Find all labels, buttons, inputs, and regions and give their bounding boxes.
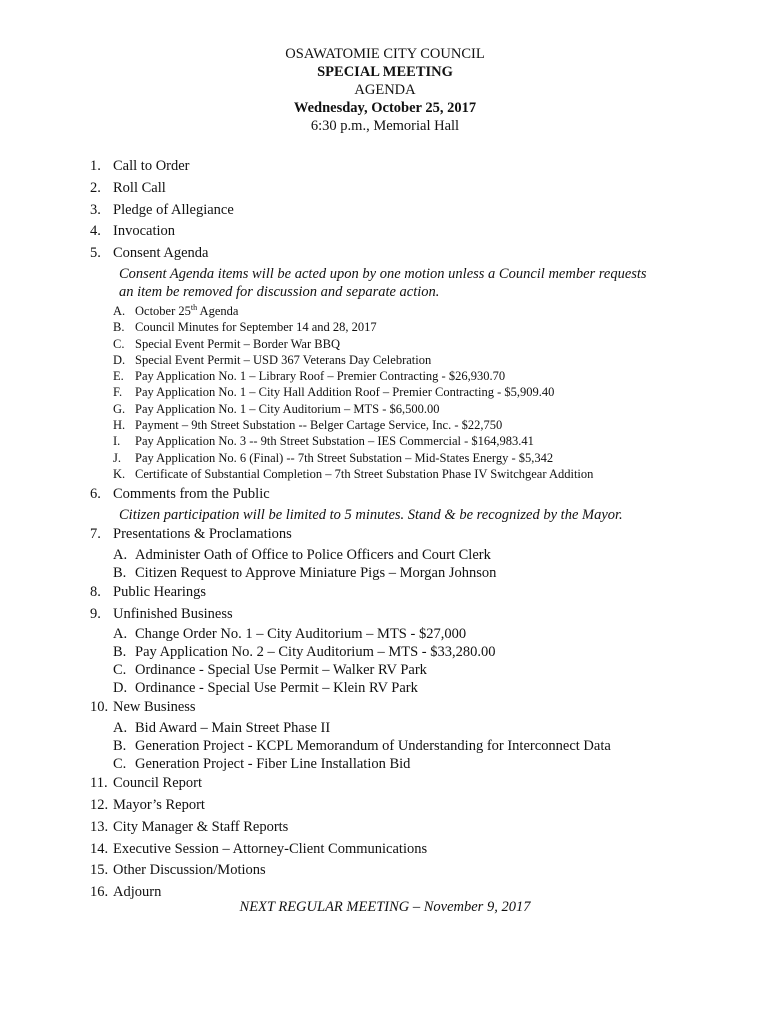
sub-item <box>113 368 750 384</box>
sub-item-text: Pay Application No. 2 – City Auditorium – MTS - $33,280.00 <box>135 644 496 661</box>
sub-item-letter: G. <box>113 401 126 416</box>
sub-item <box>113 564 750 582</box>
agenda-item-label: Call to Order <box>113 158 190 174</box>
sub-item-letter: D. <box>113 352 126 367</box>
city-council-name: OSAWATOMIE CITY COUNCIL <box>285 46 485 62</box>
sub-item <box>113 661 750 679</box>
sub-item-text: Pay Application No. 6 (Final) -- 7th Street Substation – Mid-States Energy - $5,342 <box>135 450 554 465</box>
sub-item <box>113 450 750 466</box>
agenda-item-label: New Business <box>113 699 196 716</box>
sub-item-letter: C. <box>113 662 127 679</box>
consent-agenda-note-line: an item be removed for discussion and separate action. <box>119 283 440 300</box>
consent-agenda-note-line: Consent Agenda items will be acted upon by one motion unless a Council member requests <box>119 265 647 282</box>
agenda-item <box>90 200 750 222</box>
agenda-item-label: Council Report <box>113 775 203 792</box>
sub-item-text: Special Event Permit – USD 367 Veterans Day Celebration <box>135 352 432 367</box>
agenda-item-number: 5. <box>90 245 101 262</box>
sub-item <box>113 719 750 737</box>
sub-item-text: Special Event Permit – Border War BBQ <box>135 336 340 351</box>
agenda-item-number: 14. <box>90 840 109 857</box>
presentations-subitems <box>90 546 750 582</box>
next-meeting-note: NEXT REGULAR MEETING – November 9, 2017 <box>239 899 531 915</box>
sub-item <box>113 417 750 433</box>
agenda-item-number: 2. <box>90 179 101 196</box>
sub-item-letter: B. <box>113 564 127 581</box>
consent-agenda-subitems <box>90 303 750 482</box>
sub-item-letter: H. <box>113 418 126 433</box>
sub-item-text-part: Agenda <box>197 303 239 318</box>
sub-item-text: Pay Application No. 1 – Library Roof – Premier Contracting - $26,930.70 <box>135 369 506 384</box>
sub-item <box>113 352 750 368</box>
ordinal-suffix: th <box>190 302 198 312</box>
agenda-item-number: 9. <box>90 605 101 622</box>
sub-item-letter: F. <box>113 385 123 400</box>
sub-item-text: Generation Project - KCPL Memorandum of Understanding for Interconnect Data <box>135 738 611 755</box>
agenda-item-number: 13. <box>90 818 109 835</box>
sub-item-text: Generation Project - Fiber Line Installation Bid <box>135 756 411 773</box>
sub-item-letter: A. <box>113 303 126 318</box>
sub-item-text: Pay Application No. 1 – City Hall Addition Roof – Premier Contracting - $5,909.40 <box>135 385 555 400</box>
agenda-item-number: 15. <box>90 862 109 879</box>
agenda-item-number: 1. <box>90 158 101 174</box>
sub-item-text-part: October 25 <box>135 303 191 318</box>
new-business-subitems <box>90 719 750 773</box>
agenda-header <box>0 45 770 135</box>
meeting-time-place: 6:30 p.m., Memorial Hall <box>310 118 460 134</box>
sub-item-letter: A. <box>113 626 128 643</box>
sub-item-letter: B. <box>113 644 127 661</box>
sub-item-letter: A. <box>113 720 128 737</box>
sub-item <box>113 679 750 697</box>
meeting-date: Wednesday, October 25, 2017 <box>293 100 477 116</box>
agenda-item <box>90 156 750 178</box>
agenda-item <box>90 243 750 265</box>
agenda-list <box>90 156 750 904</box>
agenda-item-number: 3. <box>90 201 101 218</box>
agenda-item <box>90 697 750 719</box>
sub-item-letter: I. <box>113 434 121 449</box>
sub-item-text: Certificate of Substantial Completion – 7th Street Substation Phase IV Switchgear Addition <box>135 466 594 481</box>
sub-item <box>113 384 750 400</box>
agenda-item-label: Pledge of Allegiance <box>113 201 234 218</box>
unfinished-business-subitems <box>90 625 750 697</box>
sub-item-text: Bid Award – Main Street Phase II <box>135 720 331 737</box>
sub-item-letter: E. <box>113 369 124 384</box>
agenda-item <box>90 484 750 506</box>
sub-item <box>113 336 750 352</box>
agenda-item-number: 7. <box>90 526 101 543</box>
sub-item-letter: B. <box>113 738 127 755</box>
agenda-item-label: Executive Session – Attorney-Client Communications <box>113 840 428 857</box>
agenda-item-label: Public Hearings <box>113 583 207 600</box>
agenda-item-number: 4. <box>90 223 101 240</box>
sub-item-text: Pay Application No. 3 -- 9th Street Substation – IES Commercial - $164,983.41 <box>135 434 534 449</box>
sub-item-letter: C. <box>113 336 125 351</box>
sub-item-letter: C. <box>113 756 127 773</box>
agenda-item-label: Consent Agenda <box>113 245 209 262</box>
sub-item-letter: J. <box>113 450 121 465</box>
agenda-item-label: Presentations & Proclamations <box>113 526 292 543</box>
sub-item <box>113 319 750 335</box>
agenda-item-label: Invocation <box>113 223 176 240</box>
sub-item <box>113 755 750 773</box>
sub-item-text: Change Order No. 1 – City Auditorium – MTS - $27,000 <box>135 626 467 643</box>
document-type: AGENDA <box>354 82 416 98</box>
public-comment-note: Citizen participation will be limited to 5 minutes. Stand & be recognized by the Mayor. <box>119 507 623 524</box>
sub-item-text: Ordinance - Special Use Permit – Walker RV Park <box>135 662 427 679</box>
sub-item-text <box>135 303 238 319</box>
sub-item-letter: A. <box>113 546 128 563</box>
agenda-item <box>90 178 750 200</box>
sub-item <box>113 625 750 643</box>
sub-item-text: Administer Oath of Office to Police Officers and Court Clerk <box>135 546 491 563</box>
agenda-item <box>90 817 750 839</box>
sub-item <box>113 303 750 319</box>
sub-item <box>113 466 750 482</box>
sub-item <box>113 433 750 449</box>
agenda-item-label: Unfinished Business <box>113 605 233 622</box>
agenda-item <box>90 773 750 795</box>
agenda-item <box>90 582 750 604</box>
agenda-item <box>90 524 750 546</box>
sub-item-letter: D. <box>113 680 128 697</box>
agenda-item-label: Mayor’s Report <box>113 797 205 814</box>
agenda-item-number: 16. <box>90 884 109 901</box>
meeting-type: SPECIAL MEETING <box>317 64 453 80</box>
sub-item <box>113 546 750 564</box>
agenda-item-number: 11. <box>90 775 108 792</box>
agenda-item-number: 8. <box>90 583 101 600</box>
agenda-item-label: City Manager & Staff Reports <box>113 818 289 835</box>
sub-item-text: Ordinance - Special Use Permit – Klein RV Park <box>135 680 418 697</box>
sub-item-letter: B. <box>113 320 125 335</box>
agenda-item <box>90 604 750 626</box>
agenda-item-number: 6. <box>90 486 101 503</box>
sub-item-letter: K. <box>113 466 126 481</box>
agenda-item <box>90 795 750 817</box>
sub-item-text: Council Minutes for September 14 and 28, 2017 <box>135 320 377 335</box>
agenda-item-number: 10. <box>90 699 109 716</box>
sub-item <box>113 643 750 661</box>
agenda-item-label: Adjourn <box>113 884 162 901</box>
agenda-item <box>90 860 750 882</box>
consent-agenda-note <box>90 265 750 301</box>
sub-item-text: Citizen Request to Approve Miniature Pigs – Morgan Johnson <box>135 564 497 581</box>
sub-item-text: Payment – 9th Street Substation -- Belger Cartage Service, Inc. - $22,750 <box>135 418 503 433</box>
agenda-item-label: Comments from the Public <box>113 486 270 503</box>
sub-item-text: Pay Application No. 1 – City Auditorium – MTS - $6,500.00 <box>135 401 440 416</box>
sub-item <box>113 737 750 755</box>
sub-item <box>113 401 750 417</box>
agenda-item-number: 12. <box>90 797 109 814</box>
agenda-item <box>90 839 750 861</box>
agenda-item-label: Roll Call <box>113 179 166 196</box>
agenda-item <box>90 221 750 243</box>
agenda-item-label: Other Discussion/Motions <box>113 862 266 879</box>
